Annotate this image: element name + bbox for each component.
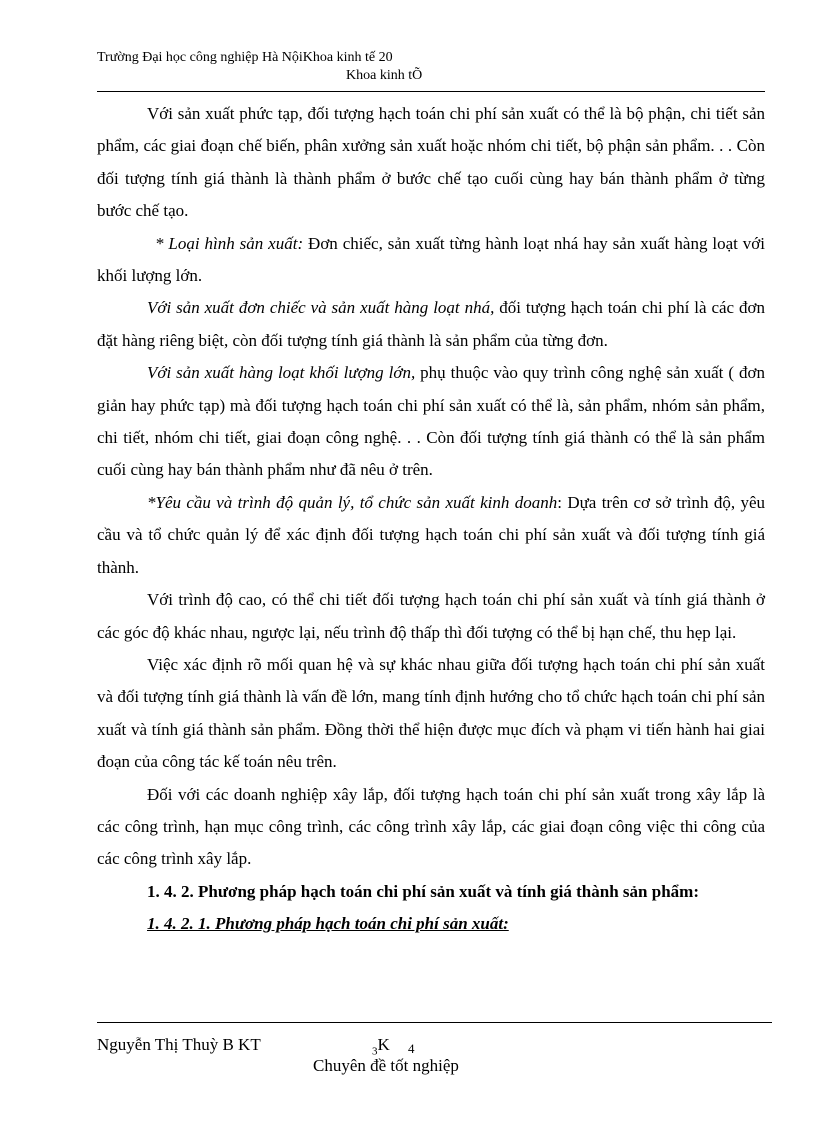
paragraph-production-type [97, 228, 765, 293]
footer-subtitle: Chuyên đề tốt nghiệp [313, 1056, 459, 1075]
italic-lead: Với sản xuất đơn chiếc và sản xuất hàng loạt nhá, [147, 298, 495, 318]
paragraph-complex-production: Với sản xuất phức tạp, đối tượng hạch toán chi phí sản xuất có thể là bộ phận, chi tiết sản phẩm, các giai đoạn chế biến, phân xưởng sản xuất hoặc nhóm chi tiết, bộ phận sản phẩm. . . Còn đối tượng tính giá thành là thành phẩm ở bước chế tạo cuối cùng hay bán thành phẩm ở từng bước chế tạo. [97, 104, 765, 221]
paragraph-management-requirements [97, 487, 765, 584]
italic-lead: *Yêu cầu và trình độ quản lý, tổ chức sản xuất kinh doanh [147, 492, 558, 512]
paragraph-text: : Dựa trên cơ sở trình độ, yêu cầu và tổ chức quản lý để xác định đối tượng hạch toán chi phí sản xuất và đối tượng tính giá thành. [97, 492, 765, 577]
paragraph-relationship: Việc xác định rõ mối quan hệ và sự khác nhau giữa đối tượng hạch toán chi phí sản xuất và đối tượng tính giá thành là vấn đề lớn, mang tính định hướng cho tổ chức hạch toán chi phí sản xuất và tính giá thành sản phẩm. Đồng thời thể hiện được mục đích và phạm vi tiến hành hai giai đoạn của công tác kế toán nêu trên. [97, 654, 765, 772]
header-rule [97, 91, 765, 92]
subsection-heading: 1. 4. 2. 1. Phương pháp hạch toán chi phí sản xuất: [147, 914, 509, 934]
italic-lead: * Loại hình sản xuất: [155, 233, 304, 253]
paragraph-high-level: Với trình độ cao, có thể chi tiết đối tượng hạch toán chi phí sản xuất và tính giá thành ở các góc độ khác nhau, ngược lại, nếu trình độ thấp thì đối tượng có thể bị hạn chế, thu hẹp lại. [97, 590, 765, 642]
footer-class-sub: 3 [372, 1045, 378, 1058]
footer-rule [97, 1022, 772, 1023]
footer-class [372, 1035, 390, 1057]
header-school-line: Trường Đại học công nghiệp Hà NộiKhoa kinh tế 20 [97, 50, 393, 65]
paragraph-construction: Đối với các doanh nghiệp xây lắp, đối tượng hạch toán chi phí sản xuất trong xây lắp là các công trình, hạn mục công trình, các công trình xây lắp, các giai đoạn công việc thi công của các công trình xây lắp. [97, 784, 765, 869]
paragraph-text: Đơn chiếc, sản xuất từng hành loạt nhá hay sản xuất hàng loạt với khối lượng lớn. [97, 233, 765, 286]
footer-class-number: 4 [408, 1041, 415, 1056]
section-heading: 1. 4. 2. Phương pháp hạch toán chi phí sản xuất và tính giá thành sản phẩm: [147, 881, 699, 901]
header-faculty-line: Khoa kinh tÕ [346, 68, 423, 83]
paragraph-single-small-batch [97, 292, 765, 357]
footer-class-letter: K [377, 1035, 390, 1054]
italic-lead: Với sản xuất hàng loạt khối lượng lớn, [147, 363, 416, 383]
paragraph-text: đối tượng hạch toán chi phí là các đơn đặt hàng riêng biệt, còn đối tượng tính giá thành là sản phẩm của từng đơn. [97, 298, 765, 350]
paragraph-text: phụ thuộc vào quy trình công nghệ sản xuất ( đơn giản hay phức tạp) mà đối tượng hạch toán chi phí sản xuất có thể là, sản phẩm, nhóm sản phẩm, chi tiết, nhóm chi tiết, giai đoạn công nghệ. . . Còn đối tượng tính giá thành có thể là sản phẩm cuối cùng hay bán thành phẩm như đã nêu ở trên. [97, 363, 765, 480]
footer-author: Nguyễn Thị Thuỳ B KT [97, 1035, 261, 1054]
paragraph-large-batch [97, 357, 765, 487]
document-body [97, 98, 765, 941]
